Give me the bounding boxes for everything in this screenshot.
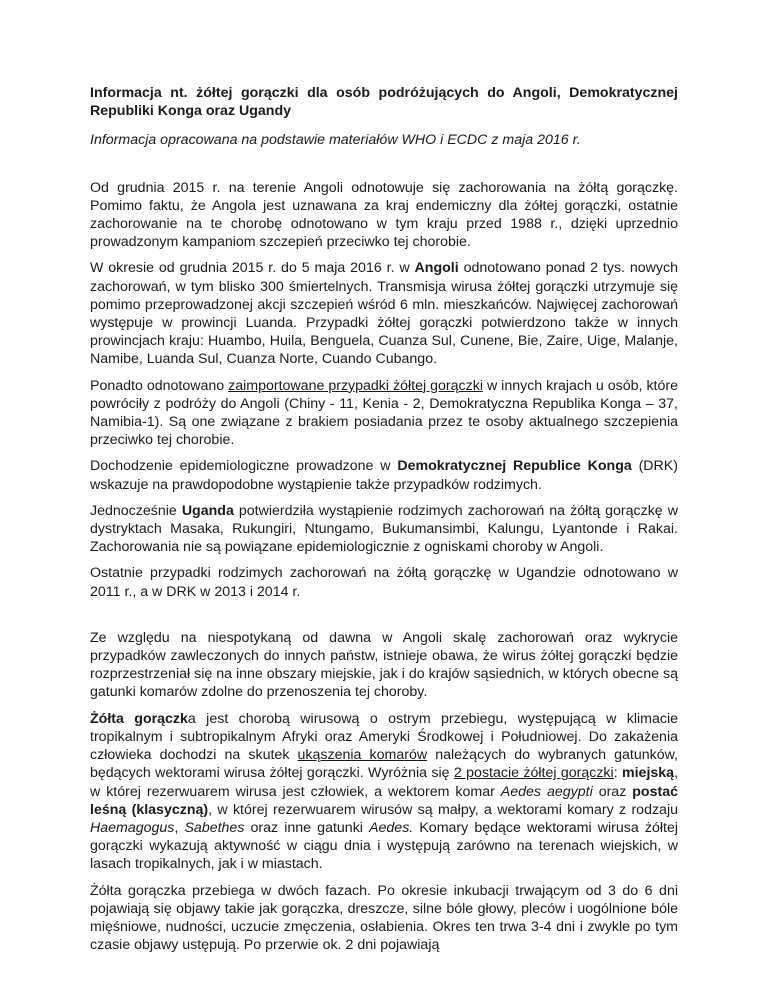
text: (DRK) wskazuje na prawdopodobne wystąpienie także przypadków rodzimych.	[90, 458, 678, 493]
imported-cases-underline: zaimportowane przypadki żółtej gorączki	[228, 377, 483, 394]
text: w innych krajach u osób, które powróciły z podróży do Angoli (Chiny - 11, Kenia - 2, Demokratyczna Republika Konga – 37, Namibia-1). Są one związane z brakiem posiadania przez te osoby aktualnego szczepienia przeciwko tej chorobie.	[90, 377, 678, 449]
document-subtitle: Informacja opracowana na podstawie materiałów WHO i ECDC z maja 2016 r.	[90, 132, 581, 149]
paragraph-spread-risk: Ze względu na niespotykaną od dawna w Angoli skalę zachorowań oraz wykrycie przypadków zawleczonych do innych państw, istnieje obawa, że wirus żółtej gorączki będzie rozprzestrzeniał się na inne obszary miejskie, jak i do krajów sąsiednich, w których obecne są gatunki komarów zdolne do przenoszenia tej choroby.	[90, 629, 678, 701]
text: odnotowano ponad 2 tys. nowych zachorowań, w tym blisko 300 śmiertelnych. Transmisja wirusa żółtej gorączki utrzymuje się pomimo przeprowadzonej akcji szczepień wśród 6 mln. mieszkańców. Najwięcej zachorowań występuje w prowincji Luanda. Przypadki żółtej gorączki potwierdzono także w innych prowincjach kraju: Huambo, Huila, Benguela, Cuanza Sul, Cunene, Bie, Zaire, Uige, Malanje, Namibe, Luanda Sul, Cuanza Norte, Cuando Cubango.	[90, 260, 678, 368]
document-page	[90, 84, 678, 962]
text: Ponadto odnotowano	[90, 377, 229, 394]
paragraph-disease-phases: Żółta gorączka przebiega w dwóch fazach. Po okresie inkubacji trwającym od 3 do 6 dni pojawiają się objawy takie jak gorączka, dreszcze, silne bóle głowy, pleców i uogólnione bóle mięśniowe, nudności, uczucie zmęczenia, osłabienia. Okres ten trwa 3-4 dni i zwykle po tym czasie objawy ustępują. Po przerwie ok. 2 dni pojawiają	[90, 882, 678, 954]
text: Dochodzenie epidemiologiczne prowadzone w	[90, 458, 398, 475]
mosquito-bite-underline: ukąszenia komarów	[297, 747, 428, 764]
forest-form: postać leśną (klasyczną)	[90, 783, 678, 818]
text: W okresie od grudnia 2015 r. do 5 maja 2016 r. w	[90, 260, 415, 277]
paragraph-uganda	[90, 502, 678, 557]
text: , w której rezerwuarem wirusa jest człowiek, a wektorem komar	[90, 765, 679, 800]
urban-form: miejską	[622, 765, 675, 782]
document-title: Informacja nt. żółtej gorączki dla osób podróżujących do Angoli, Demokratycznej Republiki Konga oraz Ugandy	[90, 85, 678, 120]
paragraph-imported	[90, 377, 678, 450]
text: Jednocześnie	[90, 502, 182, 519]
text: Komary będące wektorami wirusa żółtej gorączki wykazują aktywność w ciągu dnia i występują zarówno na terenach wiejskich, w lasach tropikalnych, jak i w miastach.	[90, 819, 678, 873]
paragraph-disease-description	[90, 710, 678, 874]
genus-sabethes: Sabethes	[184, 819, 245, 836]
text: oraz	[592, 783, 633, 800]
paragraph-intro: Od grudnia 2015 r. na terenie Angoli odnotowuje się zachorowania na żółtą gorączkę. Pomimo faktu, że Angola jest uznawana za kraj endemiczny dla żółtej gorączki, ostatnie zachorowanie na te chorobę odnotowano w tym kraju przed 1988 r., dzięki uprzednio prowadzonym kampaniom szczepień przeciwko tej chorobie.	[90, 179, 678, 251]
text: oraz inne gatunki	[244, 819, 370, 836]
two-forms-underline: 2 postacie żółtej gorączki	[453, 765, 614, 782]
yellow-fever-term: Żółta gorączk	[90, 710, 188, 727]
paragraph-last-cases: Ostatnie przypadki rodzimych zachorowań na żółtą gorączkę w Ugandzie odnotowano w 2011 r., a w DRK w 2013 i 2014 r.	[90, 565, 678, 600]
genus-haemagogus: Haemagogus	[90, 819, 175, 836]
text: potwierdziła wystąpienie rodzimych zachorowań na żółtą gorączkę w dystryktach Masaka, Rukungiri, Ntungamo, Bukumansimbi, Kalungu, Lyantonde i Rakai. Zachorowania nie są powiązane epidemiologicznie z ogniskami choroby w Angoli.	[90, 502, 678, 556]
paragraph-angola	[90, 259, 678, 368]
text: a jest chorobą wirusową o ostrym przebiegu, występującą w klimacie tropikalnym i subtropikalnym Afryki oraz Ameryki Środkowej i Południowej. Do zakażenia człowieka dochodzi na skutek	[90, 710, 679, 764]
country-angola: Angoli	[414, 260, 459, 277]
text: , w której rezerwuarem wirusów są małpy, a wektorami komary z rodzaju	[208, 801, 678, 818]
paragraph-drc	[90, 457, 678, 493]
species-aedes-aegypti: Aedes aegypti	[500, 783, 593, 800]
text: ,	[174, 819, 185, 836]
genus-aedes: Aedes.	[369, 819, 414, 836]
country-uganda: Uganda	[181, 502, 234, 519]
text: :	[613, 765, 622, 782]
country-drc: Demokratycznej Republice Konga	[397, 458, 632, 475]
text: należących do wybranych gatunków, będących wektorami wirusa żółtej gorączki. Wyróżnia się	[90, 747, 678, 782]
